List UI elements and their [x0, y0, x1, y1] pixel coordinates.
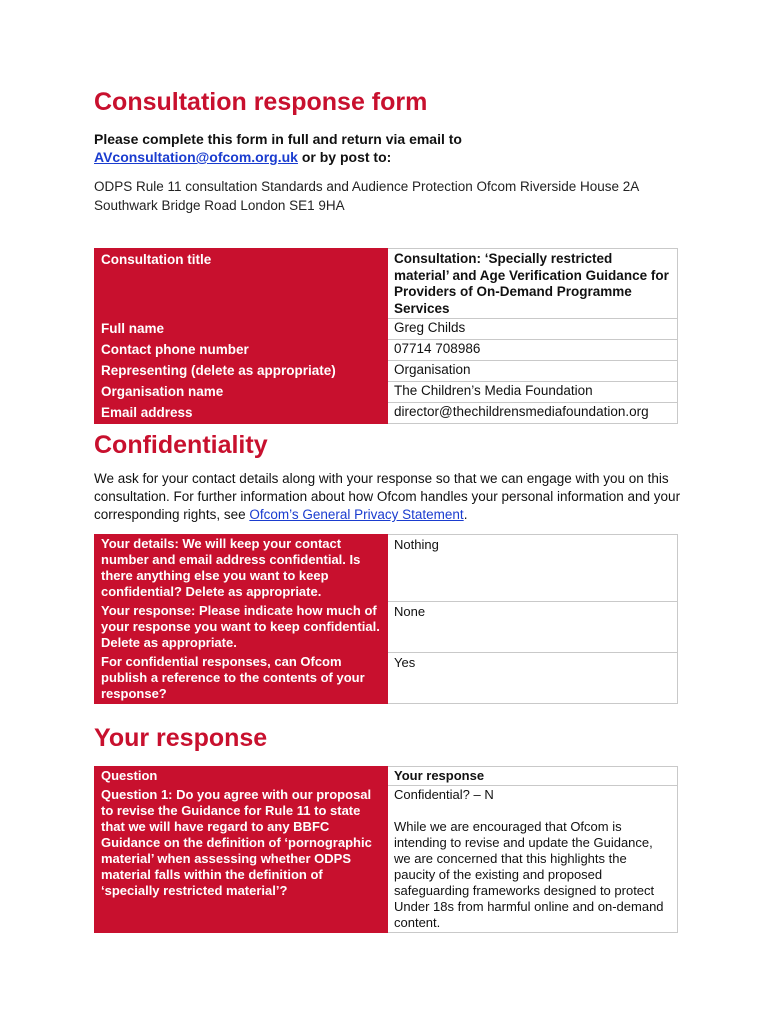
answer-1 — [388, 786, 678, 933]
value-representing: Organisation — [388, 361, 678, 382]
question-1: Question 1: Do you agree with our proposal to revise the Guidance for Rule 11 to state that we will have regard to any BBFC Guidance on the definition of ‘pornographic material’ when assessing whether ODPS material falls within the definition of ‘specially restricted material’? — [95, 786, 388, 933]
privacy-statement-link[interactable]: Ofcom’s General Privacy Statement — [249, 507, 464, 522]
table-row — [95, 602, 678, 653]
column-header-question: Question — [95, 767, 388, 786]
table-row — [95, 786, 678, 933]
table-row — [95, 361, 678, 382]
conf-answer-details: Nothing — [388, 535, 678, 602]
table-row — [95, 319, 678, 340]
intro-post-text: or by post to: — [297, 149, 392, 165]
page-title: Consultation response form — [94, 88, 428, 116]
your-response-heading: Your response — [94, 724, 268, 752]
label-representing: Representing (delete as appropriate) — [95, 361, 388, 382]
conf-question-details: Your details: We will keep your contact number and email address confidential. Is there anything else you want to keep confidential? Delete as appropriate. — [95, 535, 388, 602]
confidentiality-paragraph — [94, 470, 684, 524]
answer-1-text: While we are encouraged that Ofcom is intending to revise and update the Guidance, we are concerned that this highlights the paucity of the existing and proposed safeguarding frameworks designed to protect Under 18s from harmful online and on-demand content. — [394, 819, 664, 930]
value-consultation-title: Consultation: ‘Specially restricted material’ and Age Verification Guidance for Providers of On-Demand Programme Services — [388, 249, 678, 319]
conf-question-publish: For confidential responses, can Ofcom publish a reference to the contents of your response? — [95, 653, 388, 704]
value-phone: 07714 708986 — [388, 340, 678, 361]
label-organisation-name: Organisation name — [95, 382, 388, 403]
table-row — [95, 535, 678, 602]
conf-answer-publish: Yes — [388, 653, 678, 704]
confidentiality-text: We ask for your contact details along with your response so that we can engage with you on this consultation. For further information about how Ofcom handles your personal information and your corresponding rights, see — [94, 471, 681, 522]
label-phone: Contact phone number — [95, 340, 388, 361]
table-row — [95, 403, 678, 424]
label-full-name: Full name — [95, 319, 388, 340]
intro-line: Please complete this form in full and return via email to — [94, 131, 462, 147]
table-row — [95, 382, 678, 403]
label-consultation-title: Consultation title — [95, 249, 388, 319]
confidentiality-heading: Confidentiality — [94, 431, 268, 459]
conf-question-response: Your response: Please indicate how much of your response you want to keep confidential. Delete as appropriate. — [95, 602, 388, 653]
table-row — [95, 249, 678, 319]
consultation-email-link[interactable]: AVconsultation@ofcom.org.uk — [94, 149, 298, 165]
confidentiality-text-end: . — [463, 507, 468, 522]
value-organisation-name: The Children’s Media Foundation — [388, 382, 678, 403]
table-row — [95, 653, 678, 704]
answer-1-confidential: Confidential? – N — [394, 787, 494, 802]
intro-text — [94, 130, 694, 166]
confidentiality-table — [94, 534, 678, 704]
label-email: Email address — [95, 403, 388, 424]
value-full-name: Greg Childs — [388, 319, 678, 340]
value-email: director@thechildrensmediafoundation.org — [388, 403, 678, 424]
response-table — [94, 766, 678, 933]
details-table — [94, 248, 678, 424]
table-row — [95, 340, 678, 361]
table-header-row — [95, 767, 678, 786]
conf-answer-response: None — [388, 602, 678, 653]
column-header-response: Your response — [388, 767, 678, 786]
postal-address: ODPS Rule 11 consultation Standards and Audience Protection Ofcom Riverside House 2A Southwark Bridge Road London SE1 9HA — [94, 179, 639, 213]
